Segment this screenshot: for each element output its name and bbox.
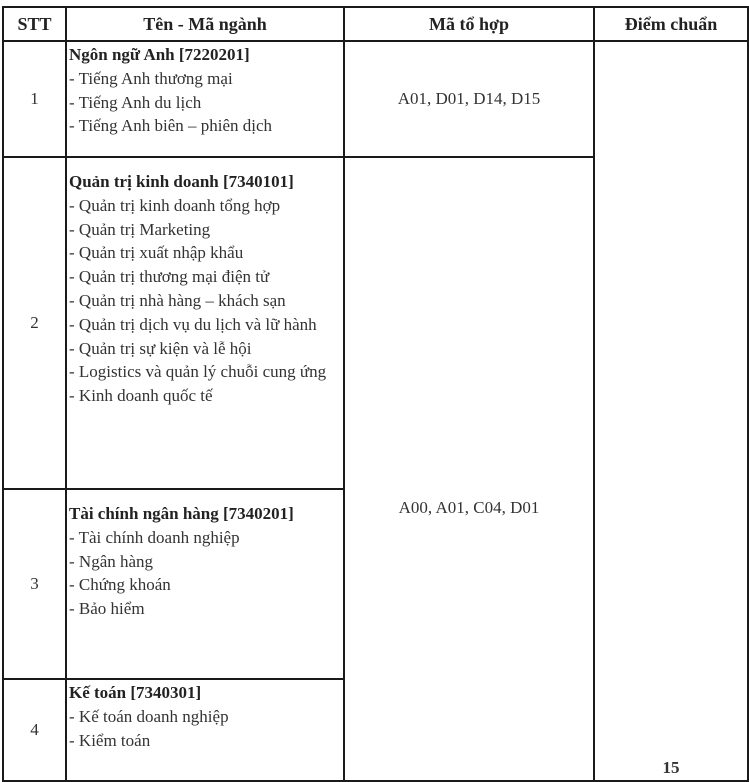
specialization-item: - Tiếng Anh du lịch	[69, 92, 202, 112]
specialization-item: - Tiếng Anh thương mại	[69, 68, 233, 88]
row-major-cell	[66, 489, 344, 679]
admission-table	[2, 6, 747, 782]
row-stt: 4	[3, 679, 66, 781]
specialization-item: - Tài chính doanh nghiệp	[69, 527, 240, 547]
major-title: Ngôn ngữ Anh [7220201]	[69, 45, 250, 64]
row-stt: 3	[3, 489, 66, 679]
subject-combo-cell: A01, D01, D14, D15	[344, 41, 594, 157]
table-row	[3, 41, 748, 157]
header-major-name: Tên - Mã ngành	[66, 7, 344, 41]
row-major-cell	[66, 679, 344, 781]
row-major-cell	[66, 41, 344, 157]
major-title: Quản trị kinh doanh [7340101]	[69, 172, 294, 191]
specialization-item: - Kinh doanh quốc tế	[69, 386, 213, 406]
specialization-item: - Quản trị nhà hàng – khách sạn	[69, 290, 286, 310]
specialization-item: - Chứng khoán	[69, 575, 171, 595]
subject-combo-value: A00, A01, C04, D01	[398, 498, 540, 517]
table-header-row	[3, 7, 748, 41]
specialization-item: - Tiếng Anh biên – phiên dịch	[69, 116, 273, 136]
header-subject-combo: Mã tổ hợp	[344, 7, 594, 41]
row-stt: 1	[3, 41, 66, 157]
header-benchmark-score: Điểm chuẩn	[594, 7, 748, 41]
specialization-item: - Quản trị xuất nhập khẩu	[69, 243, 244, 263]
specialization-item: - Quản trị dịch vụ du lịch và lữ hành	[69, 314, 317, 334]
specialization-item: - Bảo hiểm	[69, 599, 145, 619]
benchmark-score: 15	[662, 758, 680, 777]
specialization-item: - Ngân hàng	[69, 551, 154, 571]
specialization-item: - Quản trị sự kiện và lễ hội	[69, 338, 252, 358]
specialization-item: - Quản trị Marketing	[69, 219, 211, 239]
specialization-item: - Kiểm toán	[69, 730, 151, 750]
benchmark-score-cell	[594, 41, 748, 781]
header-stt: STT	[3, 7, 66, 41]
major-title: Tài chính ngân hàng [7340201]	[69, 504, 294, 523]
subject-combo-cell	[344, 157, 594, 781]
specialization-item: - Quản trị kinh doanh tổng hợp	[69, 195, 281, 215]
row-major-cell	[66, 157, 344, 489]
row-stt: 2	[3, 157, 66, 489]
specialization-item: - Kế toán doanh nghiệp	[69, 706, 229, 726]
major-title: Kế toán [7340301]	[69, 683, 202, 702]
specialization-item: - Quản trị thương mại điện tử	[69, 267, 270, 287]
specialization-item: - Logistics và quản lý chuỗi cung ứng	[69, 362, 327, 382]
